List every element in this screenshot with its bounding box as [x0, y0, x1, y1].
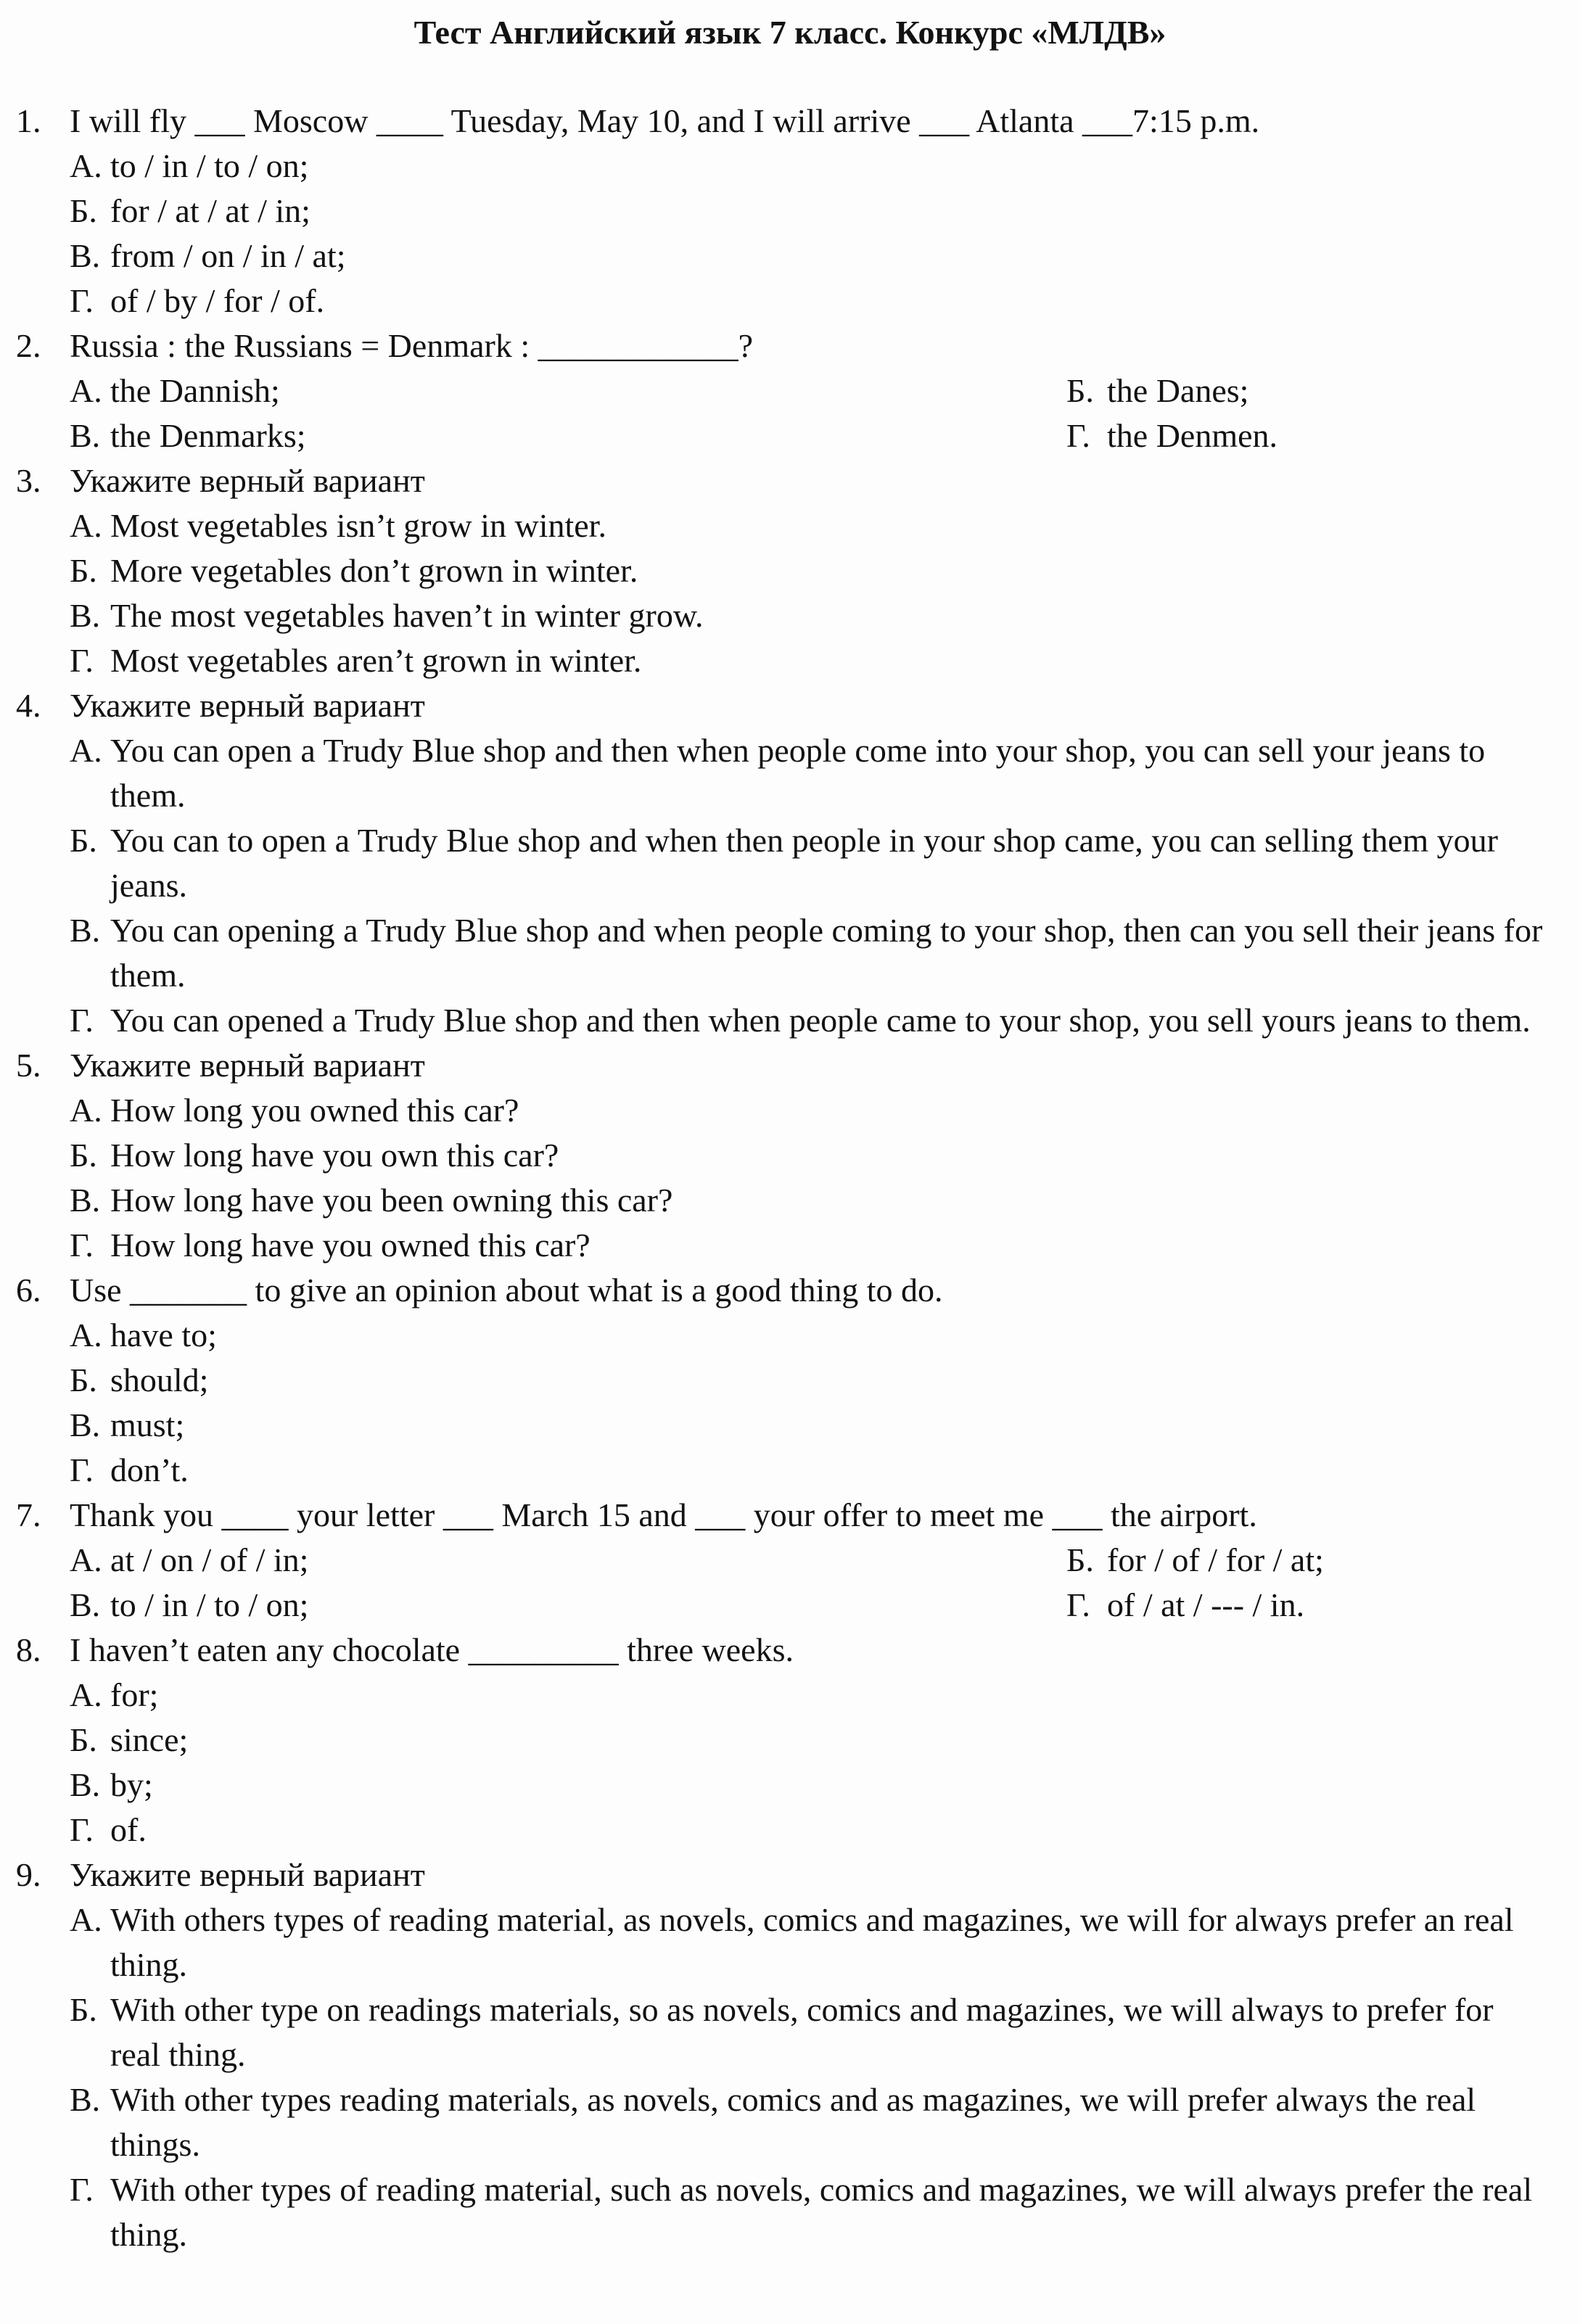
option-letter: А. [70, 1316, 102, 1353]
option-d [70, 2167, 1580, 2257]
option-text: More vegetables don’t grown in winter. [110, 552, 638, 589]
option-b [70, 1718, 1580, 1763]
option-c [70, 1583, 1066, 1628]
option-c [70, 413, 1066, 458]
option-letter: А. [70, 372, 102, 409]
option-c [70, 2077, 1580, 2167]
question-5 [0, 1043, 1580, 1268]
option-letter: Б. [70, 822, 97, 859]
option-text: since; [110, 1721, 189, 1758]
option-c [70, 1403, 1580, 1448]
option-row [70, 368, 1580, 413]
option-text: the Dannish; [110, 372, 280, 409]
option-text: With others types of reading material, as novels, comics and magazines, we will for always prefer an real thing. [110, 1901, 1514, 1983]
option-letter: Б. [70, 1721, 97, 1758]
option-letter: В. [70, 1406, 101, 1443]
option-d [70, 279, 1580, 324]
option-letter: В. [70, 1766, 101, 1803]
question-text: Thank you ____ your letter ___ March 15 and ___ your offer to meet me ___ the airport. [70, 1496, 1257, 1533]
option-letter: А. [70, 1676, 102, 1713]
question-list [0, 99, 1580, 2257]
option-letter: Б. [1066, 372, 1094, 409]
option-letter: Г. [1066, 1586, 1090, 1623]
option-text: should; [110, 1361, 209, 1398]
option-text: the Denmarks; [110, 417, 306, 454]
option-letter: Б. [70, 1361, 97, 1398]
option-d [70, 638, 1580, 683]
option-b [70, 1133, 1580, 1178]
option-text: of. [110, 1811, 147, 1848]
option-text: for / of / for / at; [1107, 1541, 1324, 1578]
option-b [70, 1358, 1580, 1403]
option-d [1066, 413, 1580, 458]
option-text: to / in / to / on; [110, 1586, 309, 1623]
option-c [70, 234, 1580, 279]
option-b [70, 548, 1580, 593]
option-letter: Б. [70, 552, 97, 589]
question-2 [0, 324, 1580, 458]
option-letter: Б. [1066, 1541, 1094, 1578]
option-d [70, 1223, 1580, 1268]
option-row [70, 413, 1580, 458]
question-3 [0, 458, 1580, 683]
option-a [70, 503, 1580, 548]
question-number: 5. [16, 1047, 41, 1084]
option-text: for; [110, 1676, 159, 1713]
option-text: You can open a Trudy Blue shop and then when people come into your shop, you can sell your jeans to them. [110, 732, 1486, 814]
option-letter: А. [70, 732, 102, 769]
question-text: Укажите верный вариант [70, 687, 425, 724]
option-text: the Denmen. [1107, 417, 1278, 454]
option-letter: А. [70, 1541, 102, 1578]
option-letter: А. [70, 1092, 102, 1129]
question-text: I will fly ___ Moscow ____ Tuesday, May 10, and I will arrive ___ Atlanta ___7:15 p.m. [70, 102, 1260, 139]
page-title: Тест Английский язык 7 класс. Конкурс «МЛДВ» [413, 14, 1167, 51]
option-a [70, 1313, 1580, 1358]
option-text: don’t. [110, 1451, 189, 1488]
question-1 [0, 99, 1580, 324]
question-number: 4. [16, 687, 41, 724]
option-d [70, 1808, 1580, 1853]
option-letter: Г. [70, 1002, 94, 1039]
option-text: With other types of reading material, such as novels, comics and magazines, we will always prefer the real thing. [110, 2171, 1533, 2253]
option-letter: В. [70, 237, 101, 274]
option-a [70, 144, 1580, 189]
option-text: You can opened a Trudy Blue shop and then when people came to your shop, you sell yours jeans to them. [110, 1002, 1531, 1039]
option-b [1066, 368, 1580, 413]
question-7 [0, 1493, 1580, 1628]
question-text: Укажите верный вариант [70, 462, 425, 499]
option-letter: Г. [70, 1227, 94, 1264]
question-6 [0, 1268, 1580, 1493]
question-number: 2. [16, 327, 41, 364]
option-text: The most vegetables haven’t in winter grow. [110, 597, 704, 634]
option-a [70, 368, 1066, 413]
option-text: You can opening a Trudy Blue shop and when people coming to your shop, then can you sell their jeans for them. [110, 912, 1543, 994]
question-number: 6. [16, 1272, 41, 1309]
question-4 [0, 683, 1580, 1043]
question-number: 8. [16, 1631, 41, 1668]
question-text: Russia : the Russians = Denmark : ____________? [70, 327, 754, 364]
option-text: the Danes; [1107, 372, 1249, 409]
option-b [1066, 1538, 1580, 1583]
question-text: Use _______ to give an opinion about what is a good thing to do. [70, 1272, 943, 1309]
option-letter: В. [70, 597, 101, 634]
option-row [70, 1538, 1580, 1583]
option-letter: Г. [70, 1811, 94, 1848]
question-text: Укажите верный вариант [70, 1047, 425, 1084]
option-a [70, 1538, 1066, 1583]
option-letter: В. [70, 417, 101, 454]
option-letter: Г. [70, 642, 94, 679]
option-d [70, 1448, 1580, 1493]
option-text: by; [110, 1766, 153, 1803]
option-letter: Б. [70, 192, 97, 229]
option-text: How long you owned this car? [110, 1092, 519, 1129]
option-b [70, 818, 1580, 908]
question-8 [0, 1628, 1580, 1853]
option-letter: А. [70, 507, 102, 544]
option-text: Most vegetables isn’t grow in winter. [110, 507, 606, 544]
question-text: Укажите верный вариант [70, 1856, 425, 1893]
option-text: How long have you been owning this car? [110, 1182, 673, 1219]
option-c [70, 908, 1580, 998]
option-a [70, 1673, 1580, 1718]
option-letter: А. [70, 147, 102, 184]
option-letter: Г. [70, 282, 94, 319]
option-text: from / on / in / at; [110, 237, 346, 274]
question-number: 9. [16, 1856, 41, 1893]
option-letter: Г. [70, 1451, 94, 1488]
option-letter: В. [70, 1586, 101, 1623]
option-c [70, 1178, 1580, 1223]
option-text: Most vegetables aren’t grown in winter. [110, 642, 642, 679]
option-letter: А. [70, 1901, 102, 1938]
option-text: With other types reading materials, as novels, comics and as magazines, we will prefer always the real things. [110, 2081, 1476, 2163]
question-text: I haven’t eaten any chocolate _________ three weeks. [70, 1631, 794, 1668]
option-b [70, 1987, 1580, 2077]
option-a [70, 728, 1580, 818]
option-text: at / on / of / in; [110, 1541, 309, 1578]
option-d [1066, 1583, 1580, 1628]
option-letter: Б. [70, 1991, 97, 2028]
option-letter: Г. [1066, 417, 1090, 454]
option-a [70, 1088, 1580, 1133]
option-letter: В. [70, 1182, 101, 1219]
option-letter: В. [70, 912, 101, 949]
option-a [70, 1897, 1580, 1987]
question-9 [0, 1853, 1580, 2257]
option-text: have to; [110, 1316, 217, 1353]
option-c [70, 593, 1580, 638]
option-text: to / in / to / on; [110, 147, 309, 184]
option-letter: Б. [70, 1137, 97, 1174]
option-letter: Г. [70, 2171, 94, 2208]
option-text: With other type on readings materials, so as novels, comics and magazines, we will always to prefer for real thing. [110, 1991, 1494, 2073]
option-text: How long have you own this car? [110, 1137, 559, 1174]
question-number: 7. [16, 1496, 41, 1533]
option-text: for / at / at / in; [110, 192, 310, 229]
option-b [70, 189, 1580, 234]
option-text: How long have you owned this car? [110, 1227, 591, 1264]
option-letter: В. [70, 2081, 101, 2118]
question-number: 3. [16, 462, 41, 499]
option-row [70, 1583, 1580, 1628]
option-text: of / by / for / of. [110, 282, 325, 319]
option-d [70, 998, 1580, 1043]
option-text: of / at / --- / in. [1107, 1586, 1305, 1623]
question-number: 1. [16, 102, 41, 139]
option-c [70, 1763, 1580, 1808]
option-text: You can to open a Trudy Blue shop and when then people in your shop came, you can selling them your jeans. [110, 822, 1498, 904]
option-text: must; [110, 1406, 185, 1443]
